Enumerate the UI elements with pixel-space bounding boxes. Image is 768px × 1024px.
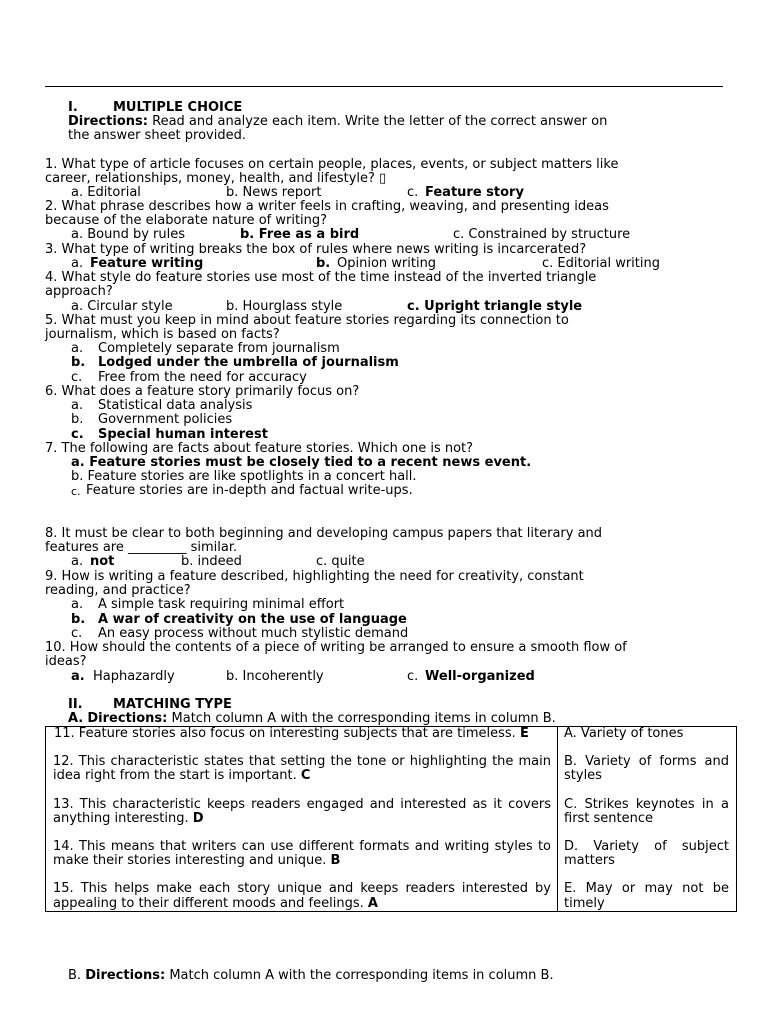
section1-number: I.	[68, 100, 78, 115]
q8-option-a-answer: not	[90, 554, 115, 569]
q9-option-c-letter: c.	[71, 626, 83, 641]
q2-option-c: c. Constrained by structure	[453, 227, 631, 242]
section1-directions: Directions: Read and analyze each item. Write the letter of the correct answer on	[68, 114, 608, 129]
matching-item-11: 11. Feature stories also focus on interesting subjects that are timeless. E	[54, 726, 529, 741]
q8-option-c: c. quite	[316, 554, 365, 569]
q1-option-c-answer: Feature story	[425, 185, 524, 200]
choice-c: C. Strikes keynotes in a first sentence	[564, 796, 729, 826]
section2-directions: A. Directions: Match column A with the corresponding items in column B.	[68, 711, 556, 726]
column-a	[46, 727, 558, 912]
q9-option-a: A simple task requiring minimal effort	[98, 597, 345, 612]
q10-option-a: Haphazardly	[93, 669, 175, 684]
question-2-line1: 2. What phrase describes how a writer feels in crafting, weaving, and presenting ideas	[45, 199, 609, 214]
answer-key: B	[330, 853, 341, 869]
q3-option-c: c. Editorial writing	[542, 256, 660, 271]
question-10-line1: 10. How should the contents of a piece of writing be arranged to ensure a smooth flow of	[45, 640, 627, 655]
question-1-line1: 1. What type of article focuses on certain people, places, events, or subject matters like	[45, 157, 619, 172]
q9-option-b-letter: b.	[71, 612, 86, 627]
q6-option-b: Government policies	[98, 412, 233, 427]
question-4-line1: 4. What style do feature stories use most of the time instead of the inverted triangle	[45, 270, 597, 285]
answer-key: C	[300, 768, 311, 784]
q10-option-b: b. Incoherently	[226, 669, 324, 684]
column-b	[558, 727, 737, 912]
q6-option-c-letter: c.	[71, 427, 84, 442]
q3-option-a-letter: a.	[71, 256, 84, 271]
question-3-line1: 3. What type of writing breaks the box of rules where news writing is incarcerated?	[45, 242, 587, 257]
q4-option-b: b. Hourglass style	[226, 299, 343, 314]
q1-option-b: b. News report	[226, 185, 322, 200]
question-7-line1: 7. The following are facts about feature stories. Which one is not?	[45, 441, 474, 456]
section2-number: II.	[68, 697, 83, 712]
question-5-line2: journalism, which is based on facts?	[45, 327, 280, 342]
q5-option-a-letter: a.	[71, 341, 84, 356]
question-5-line1: 5. What must you keep in mind about feature stories regarding its connection to	[45, 313, 569, 328]
q3-option-b: Opinion writing	[337, 256, 437, 271]
question-4-line2: approach?	[45, 284, 113, 299]
q6-option-b-letter: b.	[71, 412, 84, 427]
question-10-line2: ideas?	[45, 654, 87, 669]
choice-d: D. Variety of subject matters	[564, 839, 729, 869]
question-8-line1: 8. It must be clear to both beginning and developing campus papers that literary and	[45, 526, 603, 541]
q4-option-a: a. Circular style	[71, 299, 173, 314]
top-divider	[45, 86, 723, 87]
answer-key: A	[367, 895, 378, 911]
matching-table	[45, 726, 737, 912]
q7-option-b: b. Feature stories are like spotlights in a concert hall.	[71, 469, 417, 484]
answer-key: E	[519, 726, 529, 741]
choice-b: B. Variety of forms and styles	[564, 754, 729, 784]
q10-option-c-letter: c.	[407, 669, 419, 684]
q1-option-c-letter: c.	[407, 185, 419, 200]
q10-option-a-letter: a.	[71, 669, 85, 684]
matching-item-12: 12. This characteristic states that setting the tone or highlighting the main idea right from the start is important. C	[53, 754, 551, 784]
q6-option-c-answer: Special human interest	[98, 427, 268, 442]
q5-option-c-letter: c.	[71, 370, 83, 385]
q2-option-b-answer: b. Free as a bird	[240, 227, 360, 242]
q8-option-b: b. indeed	[181, 554, 242, 569]
matching-item-13: 13. This characteristic keeps readers engaged and interested as it covers anything interesting. D	[53, 796, 551, 826]
q6-option-a: Statistical data analysis	[98, 398, 253, 413]
question-2-line2: because of the elaborate nature of writing?	[45, 213, 328, 228]
q7-option-a-answer: a. Feature stories must be closely tied to a recent news event.	[71, 455, 532, 470]
q1-option-a: a. Editorial	[71, 185, 141, 200]
q9-option-b-answer: A war of creativity on the use of language	[98, 612, 407, 627]
section1-directions-cont: the answer sheet provided.	[68, 128, 246, 143]
choice-e: E. May or may not be timely	[564, 881, 729, 911]
q3-option-a-answer: Feature writing	[90, 256, 204, 271]
question-9-line2: reading, and practice?	[45, 583, 191, 598]
q5-option-b-answer: Lodged under the umbrella of journalism	[98, 355, 399, 370]
part-b-directions: B. Directions: Match column A with the corresponding items in column B.	[68, 968, 554, 983]
question-1-line2: career, relationships, money, health, and lifestyle? ▯	[45, 171, 387, 186]
choice-a: A. Variety of tones	[564, 726, 684, 741]
question-9-line1: 9. How is writing a feature described, highlighting the need for creativity, constant	[45, 569, 584, 584]
table-row	[46, 727, 737, 912]
matching-item-14: 14. This means that writers can use different formats and writing styles to make their stories interesting and unique. B	[53, 839, 551, 869]
question-8-line2: features are _________ similar.	[45, 540, 238, 555]
matching-item-15: 15. This helps make each story unique and keeps readers interested by appealing to their different moods and feelings. A	[53, 881, 551, 911]
q9-option-a-letter: a.	[71, 597, 84, 612]
q3-option-b-letter: b.	[316, 256, 331, 271]
q2-option-a: a. Bound by rules	[71, 227, 186, 242]
q5-option-a: Completely separate from journalism	[98, 341, 340, 356]
q9-option-c: An easy process without much stylistic demand	[98, 626, 409, 641]
answer-key: D	[192, 810, 204, 826]
q8-option-a-letter: a.	[71, 554, 84, 569]
q6-option-a-letter: a.	[71, 398, 84, 413]
section2-title: MATCHING TYPE	[113, 697, 232, 712]
question-6-line1: 6. What does a feature story primarily focus on?	[45, 384, 360, 399]
q5-option-c: Free from the need for accuracy	[98, 370, 307, 385]
q4-option-c-answer: c. Upright triangle style	[407, 299, 583, 314]
q7-option-c-letter: c.	[71, 485, 81, 498]
q5-option-b-letter: b.	[71, 355, 86, 370]
q10-option-c-answer: Well-organized	[425, 669, 535, 684]
section1-title: MULTIPLE CHOICE	[113, 100, 243, 115]
q7-option-c: Feature stories are in-depth and factual write-ups.	[86, 483, 413, 498]
